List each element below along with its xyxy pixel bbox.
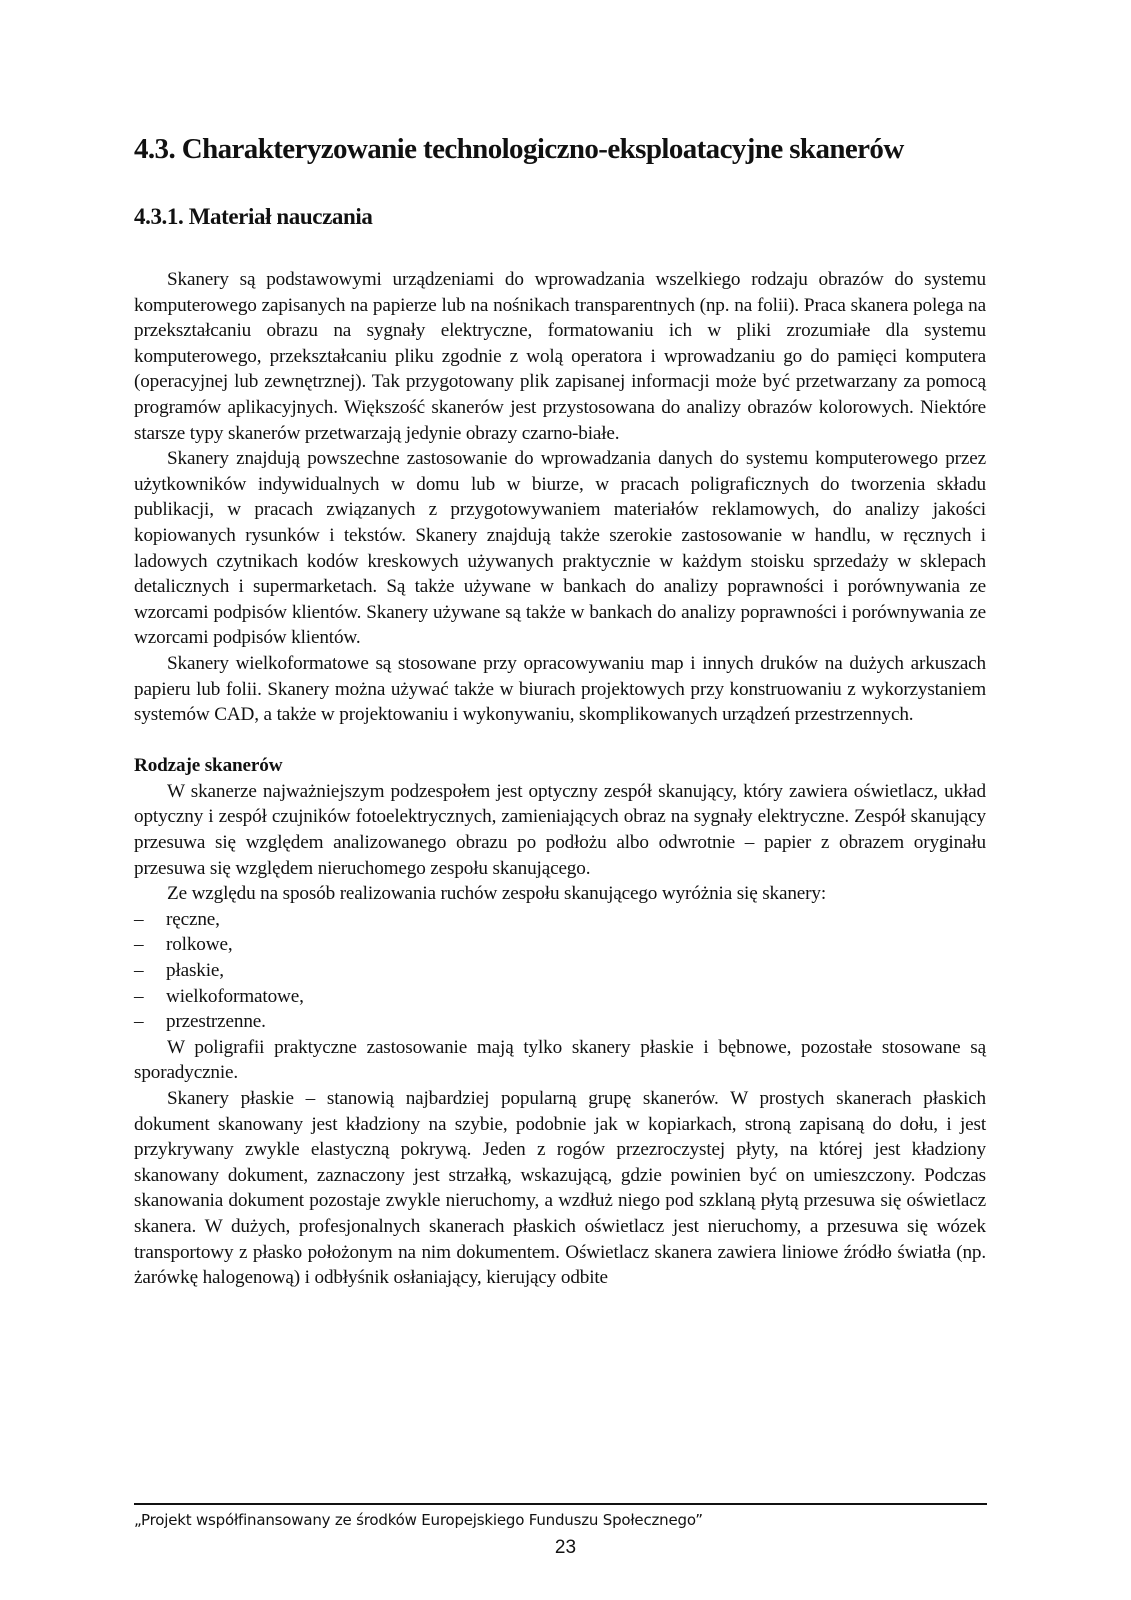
footer-note: „Projekt współfinansowany ze środków Europejskiego Funduszu Społecznego” <box>134 1511 703 1529</box>
paragraph: Skanery są podstawowymi urządzeniami do wprowadzania wszelkiego rodzaju obrazów do systemu komputerowego zapisanych na papierze lub na nośnikach transparentnych (np. na folii). Praca skanera polega na przekształcaniu obrazu na sygnały elektryczne, formatowaniu ich w pliki zrozumiałe dla systemu komputerowego, przekształcaniu pliku zgodnie z wolą operatora i wprowadzaniu go do pamięci komputera (operacyjnej lub zewnętrznej). Tak przygotowany plik zapisanej informacji może być przetwarzany za pomocą programów aplikacyjnych. Większość skanerów jest przystosowana do analizy obrazów kolorowych. Niektóre starsze typy skanerów przetwarzają jedynie obrazy czarno-białe. <box>134 269 986 444</box>
list-item: – wielkoformatowe, <box>134 984 986 1010</box>
paragraph: Skanery płaskie – stanowią najbardziej popularną grupę skanerów. W prostych skanerach płaskich dokument skanowany jest kładziony na szybie, podobnie jak w kopiarkach, stroną zapisaną do dołu, i jest przykrywany zwykle elastyczną pokrywą. Jeden z rogów przezroczystej płyty, na której jest kładziony skanowany dokument, zaznaczony jest strzałką, wskazującą, gdzie powinien być on umieszczony. Podczas skanowania dokument pozostaje zwykle nieruchomy, a wzdłuż niego pod szklaną płytą przesuwa się oświetlacz skanera. W dużych, profesjonalnych skanerach płaskich oświetlacz jest nieruchomy, a przesuwa się wózek transportowy z płasko położonym na nim dokumentem. Oświetlacz skanera zawiera liniowe źródło światła (np. żarówkę halogenową) i odbłyśnik osłaniający, kierujący odbite <box>134 1088 986 1289</box>
paragraph: Skanery wielkoformatowe są stosowane przy opracowywaniu map i innych druków na dużych arkuszach papieru lub folii. Skanery można używać także w biurach projektowych przy konstruowaniu z wykorzystaniem systemów CAD, a także w projektowaniu i wykonywaniu, skomplikowanych urządzeń przestrzennych. <box>134 652 986 726</box>
subsection-title: 4.3.1. Materiał nauczania <box>134 204 373 229</box>
dash-bullet-icon: – <box>134 934 144 956</box>
scanner-types-list <box>134 907 986 1035</box>
paragraph: W skanerze najważniejszym podzespołem jest optyczny zespół skanujący, który zawiera oświetlacz, układ optyczny i zespół czujników fotoelektrycznych, zamieniających obraz na sygnały elektryczne. Zespół skanujący przesuwa się względem analizowanego obrazu po podłożu albo odwrotnie – papier z obrazem oryginału przesuwa się względem nieruchomego zespołu skanującego. <box>134 780 986 879</box>
paragraph: W poligrafii praktyczne zastosowanie mają tylko skanery płaskie i bębnowe, pozostałe stosowane są sporadycznie. <box>134 1036 986 1084</box>
paragraph: Ze względu na sposób realizowania ruchów zespołu skanującego wyróżnia się skanery: <box>167 883 827 905</box>
list-item: – ręczne, <box>134 907 986 933</box>
list-item: – przestrzenne. <box>134 1009 986 1035</box>
section-title: 4.3. Charakteryzowanie technologiczno-eksploatacyjne skanerów <box>134 133 904 165</box>
paragraph: Skanery znajdują powszechne zastosowanie do wprowadzania danych do systemu komputerowego przez użytkowników indywidualnych w domu lub w biurze, w pracach poligraficznych do tworzenia składu publikacji, w pracach związanych z przygotowywaniem materiałów reklamowych, do analizy jakości kopiowanych rysunków i tekstów. Skanery znajdują także szerokie zastosowanie w handlu, w ręcznych i ladowych czytnikach kodów kreskowych używanych praktycznie w każdym stoisku sprzedaży w sklepach detalicznych i supermarketach. Są także używane w bankach do analizy poprawności i porównywania ze wzorcami podpisów klientów. Skanery używane są także w bankach do analizy poprawności i porównywania ze wzorcami podpisów klientów. <box>134 448 986 649</box>
body-text <box>134 267 986 1291</box>
footer-divider <box>134 1503 987 1505</box>
dash-bullet-icon: – <box>134 1011 144 1033</box>
list-item: – rolkowe, <box>134 932 986 958</box>
page-number: 23 <box>554 1537 577 1558</box>
dash-bullet-icon: – <box>134 985 144 1007</box>
list-item: – płaskie, <box>134 958 986 984</box>
dash-bullet-icon: – <box>134 960 144 982</box>
types-heading: Rodzaje skanerów <box>134 755 283 777</box>
dash-bullet-icon: – <box>134 908 144 930</box>
